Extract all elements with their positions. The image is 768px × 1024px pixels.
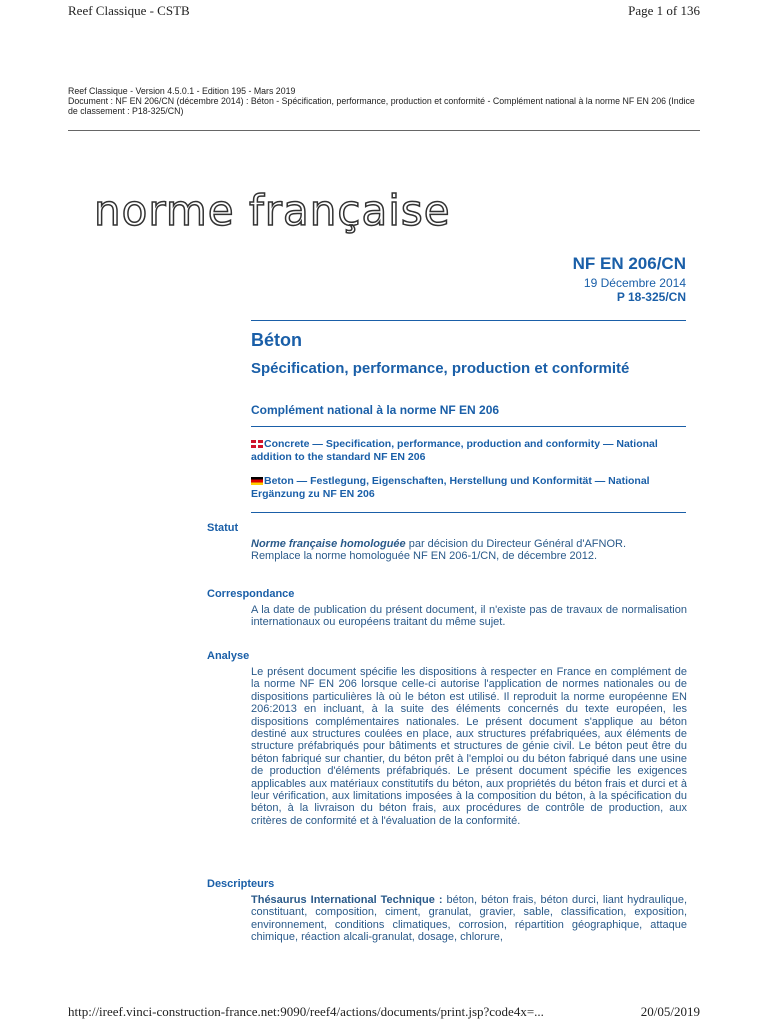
title-divider-mid [251,426,686,427]
german-flag-icon [251,477,263,485]
meta-document: Document : NF EN 206/CN (décembre 2014) : Béton - Spécification, performance, production et conformité - Complément national à la norme NF EN 206 (Indice de classement : P18-325/CN) [68,96,695,116]
document-meta [68,86,700,116]
footer-url: http://ireef.vinci-construction-france.net:9090/reef4/actions/documents/print.jsp?code4x=... [68,1004,544,1019]
german-title-text: Beton — Festlegung, Eigenschaften, Herstellung und Konformität — National Ergänzung zu NF EN 206 [251,475,650,500]
statut-text-2: Remplace la norme homologuée NF EN 206-1/CN, de décembre 2012. [251,550,598,563]
section-body-descripteurs [251,894,687,944]
uk-flag-icon [251,440,263,448]
norme-francaise-logo: norme française [94,186,451,235]
print-header [0,0,768,24]
descripteurs-text: béton, béton frais, béton durci, liant hydraulique, constituant, composition, ciment, granulat, gravier, sable, classification, exposition, environnement, conditions climatiques, corrosion, répartition géographique, attaque chimique, réaction alcali-granulat, dosage, chlorure, [251,894,688,944]
standard-code: NF EN 206/CN [572,254,686,273]
english-title-text: Concrete — Specification, performance, production and conformity — National addition to the standard NF EN 206 [251,438,658,463]
section-label-descripteurs: Descripteurs [207,878,275,890]
statut-emphasis: Norme française homologuée [251,538,406,550]
standard-date: 19 Décembre 2014 [583,276,686,290]
title-divider-top [251,320,686,321]
descripteurs-emphasis: Thésaurus International Technique : [251,894,443,906]
section-label-analyse: Analyse [207,650,250,662]
print-footer [0,1000,768,1024]
document-complement: Complément national à la norme NF EN 206 [251,403,500,417]
section-body-analyse: Le présent document spécifie les dispositions à respecter en France en complément de la norme NF EN 206 lorsque celle-ci autorise l'application de normes nationales ou de dispositions particulières là où le béton est utilisé. Il reproduit la norme européenne EN 206:2013 en incluant, à la suite des éléments concernés du texte européen, les dispositions complémentaires nationales. Le présent document s'applique au béton destiné aux structures coulées en place, aux structures préfabriquées, aux éléments de structure préfabriqués pour bâtiments et structures de génie civil. Le béton peut être du béton fabriqué sur chantier, du béton prêt à l'emploi ou du béton fabriqué dans une usine de production d'éléments préfabriqués. Le présent document spécifie les exigences applicables aux matériaux constitutifs du béton, aux propriétés du béton frais et durci et à leur vérification, aux limitations imposées à la composition du béton, à la spécification du béton, à la livraison du béton frais, aux procédures de contrôle de production, aux critères de conformité et à l'évaluation de la conformité. [251,666,687,827]
classification-index: P 18-325/CN [616,290,686,304]
section-body-statut [251,538,687,563]
print-header-page: Page 1 of 136 [628,3,700,18]
footer-date: 20/05/2019 [640,1004,700,1019]
english-title [251,438,691,464]
document-title: Béton [251,330,302,350]
section-label-correspondance: Correspondance [207,588,295,600]
print-header-title: Reef Classique - CSTB [68,3,190,18]
divider [68,130,700,131]
meta-version: Reef Classique - Version 4.5.0.1 - Edition 195 - Mars 2019 [68,86,296,96]
section-label-statut: Statut [207,522,239,534]
statut-text-1: par décision du Directeur Général d'AFNOR. [405,538,627,550]
document-subtitle: Spécification, performance, production et conformité [251,360,630,377]
section-body-correspondance: A la date de publication du présent document, il n'existe pas de travaux de normalisation internationaux ou européens traitant du même sujet. [251,604,687,629]
title-divider-bottom [251,512,686,513]
german-title [251,475,691,501]
